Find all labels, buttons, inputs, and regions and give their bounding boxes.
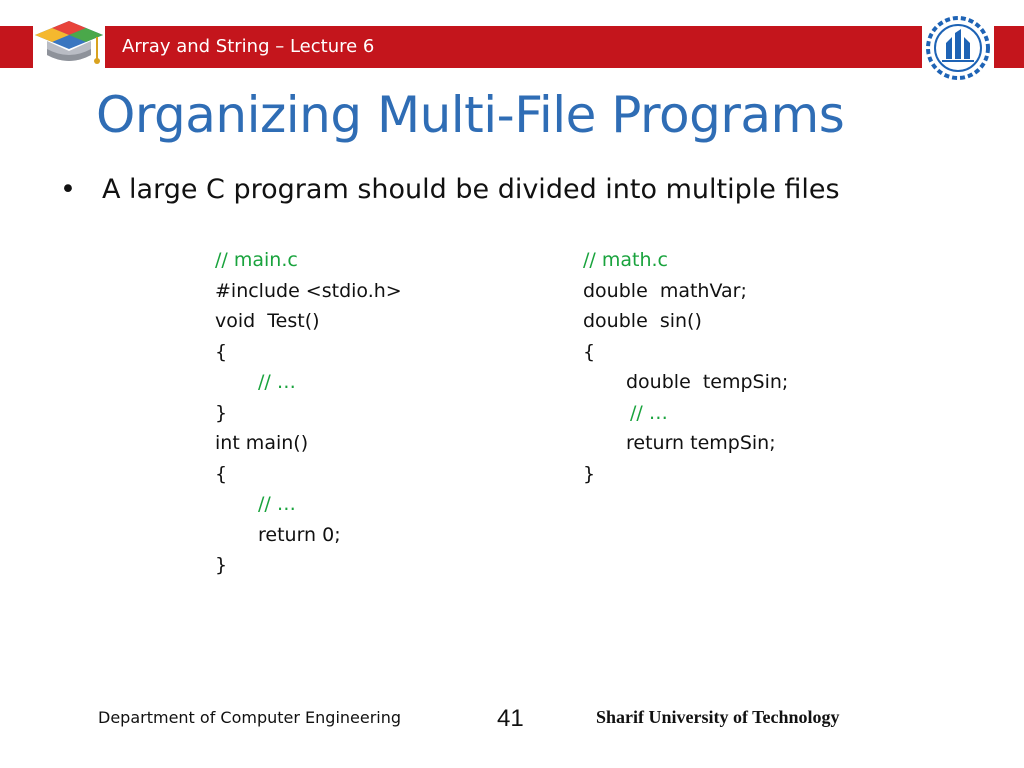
- footer-department: Department of Computer Engineering: [98, 708, 402, 727]
- code-line: return tempSin;: [626, 432, 776, 454]
- code-line: void Test(): [215, 310, 320, 332]
- code-line: double mathVar;: [583, 279, 747, 302]
- university-seal-icon: [922, 15, 994, 81]
- code-line: }: [215, 401, 228, 424]
- bullet-symbol: •: [60, 174, 76, 205]
- code-line: {: [215, 340, 228, 363]
- code-line: }: [215, 554, 228, 576]
- footer-university: Sharif University of Technology: [596, 707, 840, 727]
- slide-title: Organizing Multi-File Programs: [96, 86, 845, 144]
- code-line: return 0;: [258, 523, 341, 546]
- code-line: // …: [630, 401, 668, 424]
- lecture-title: Array and String – Lecture 6: [122, 36, 375, 57]
- code-line: double tempSin;: [626, 371, 789, 393]
- page-number: 41: [497, 705, 524, 732]
- bullet-text: A large C program should be divided into multiple files: [102, 174, 840, 205]
- code-line: }: [583, 462, 596, 485]
- bullet-item: [60, 172, 840, 208]
- math-c-code-block: [583, 245, 788, 489]
- code-line: // main.c: [215, 249, 298, 271]
- code-line: // …: [258, 493, 296, 515]
- main-c-code-block: [215, 245, 402, 581]
- code-line: {: [583, 340, 596, 363]
- code-line: #include <stdio.h>: [215, 279, 402, 302]
- code-line: // …: [258, 371, 296, 393]
- code-line: double sin(): [583, 310, 702, 332]
- code-line: {: [215, 462, 228, 485]
- code-line: int main(): [215, 432, 309, 454]
- code-line: // math.c: [583, 249, 668, 271]
- graduation-cap-logo-icon: [33, 15, 105, 77]
